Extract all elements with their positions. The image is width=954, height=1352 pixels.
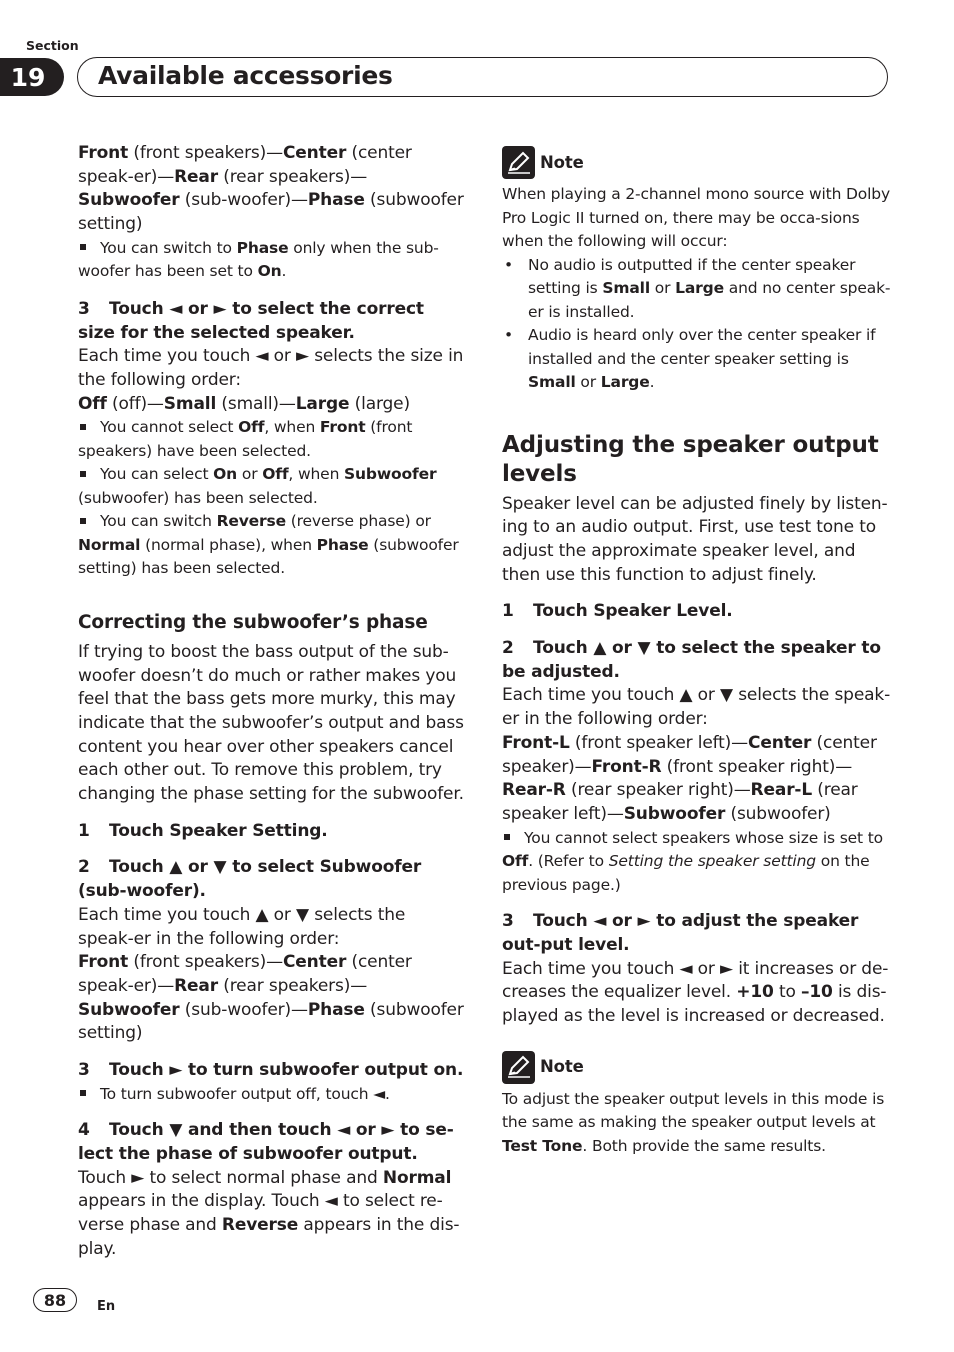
- language-label: En: [97, 1299, 116, 1314]
- list-item: • No audio is outputted if the center speaker setting is Small or Large and no center speak-er is installed.: [502, 254, 892, 325]
- step-body: Each time you touch ▲ or ▼ selects the speak-er in the following order:: [78, 904, 406, 949]
- list-item: • Audio is heard only over the center speaker if installed and the center speaker setting is Small or Large.: [502, 324, 892, 395]
- square-bullet-icon: [80, 518, 86, 524]
- right-column: [502, 146, 892, 1158]
- bullet-note: You cannot select speakers whose size is set to Off. (Refer to Setting the speaker setting on the previous page.): [502, 828, 884, 894]
- note-header: [502, 1051, 892, 1084]
- step-heading: 1 Touch Speaker Setting.: [78, 820, 328, 841]
- step-heading: 3 Touch ◄ or ► to adjust the speaker out-put level.: [502, 911, 859, 955]
- bullet-note: To turn subwoofer output off, touch ◄.: [78, 1083, 464, 1107]
- page-number: 88: [33, 1288, 77, 1312]
- note-list: [502, 254, 892, 395]
- step-heading: 2 Touch ▲ or ▼ to select Subwoofer (sub-woofer).: [78, 857, 422, 902]
- square-bullet-icon: [504, 834, 510, 840]
- title-box: [77, 57, 888, 97]
- page-title: Available accessories: [98, 61, 393, 90]
- step-body: Each time you touch ▲ or ▼ selects the speak-er in the following order:: [502, 685, 891, 730]
- sub-heading: Correcting the subwoofer’s phase: [78, 611, 428, 633]
- note-header: [502, 146, 892, 179]
- step-body: Touch ► to select normal phase and Normal appears in the display. Touch ◄ to select re-verse phase and Reverse appears in the dis-play.: [78, 1167, 460, 1259]
- note-text: To adjust the speaker output levels in this mode is the same as making the speaker output levels at Test Tone. Both provide the same results.: [502, 1089, 885, 1155]
- note-label: Note: [540, 1057, 584, 1077]
- note-intro: When playing a 2-channel mono source with Dolby Pro Logic II turned on, there may be occa-sions when the following will occur:: [502, 185, 891, 250]
- step-heading: 3 Touch ► to turn subwoofer output on.: [78, 1060, 464, 1081]
- bullet-note: You can switch to Phase only when the sub-woofer has been set to On.: [78, 238, 439, 281]
- bullet-note: You can switch Reverse (reverse phase) or Normal (normal phase), when Phase (subwoofer setting) has been selected.: [78, 512, 459, 578]
- step-heading: 3 Touch ◄ or ► to select the correct size for the selected speaker.: [78, 298, 424, 343]
- square-bullet-icon: [80, 471, 86, 477]
- bullet-note: You cannot select Off, when Front (front speakers) have been selected.: [78, 418, 413, 460]
- section-label: Section: [26, 38, 79, 53]
- pencil-note-icon: [502, 1051, 535, 1084]
- bullet-note: You can select On or Off, when Subwoofer (subwoofer) has been selected.: [78, 465, 437, 507]
- size-order-text: Off (off)—Small (small)—Large (large): [78, 393, 410, 414]
- note-label: Note: [540, 152, 584, 172]
- square-bullet-icon: [80, 424, 86, 430]
- pencil-note-icon: [502, 146, 535, 179]
- step-body: Each time you touch ◄ or ► selects the size in the following order:: [78, 346, 464, 390]
- left-column: [78, 142, 464, 1262]
- step-heading: 4 Touch ▼ and then touch ◄ or ► to se-lect the phase of subwoofer output.: [78, 1120, 454, 1164]
- square-bullet-icon: [80, 244, 86, 250]
- intro-paragraph: If trying to boost the bass output of the sub-woofer doesn’t do much or rather makes you feel that the bass gets more murky, this may indicate that the subwoofer’s output and bass content you hear over other speakers cancel each other out. To remove this problem, try changing the phase setting for the subwoofer.: [78, 641, 464, 805]
- speaker-order-text: Front-L (front speaker left)—Center (center speaker)—Front-R (front speaker right)—Rear-R (rear speaker right)—Rear-L (rear speaker left)—Subwoofer (subwoofer): [502, 732, 877, 824]
- square-bullet-icon: [80, 1090, 86, 1096]
- section-number-badge: 19: [0, 58, 64, 96]
- section-heading: Adjusting the speaker output levels: [502, 431, 879, 487]
- step-heading: 2 Touch ▲ or ▼ to select the speaker to be adjusted.: [502, 638, 881, 682]
- speaker-order-text: Front (front speakers)—Center (center speak-er)—Rear (rear speakers)—Subwoofer (sub-woofer)—Phase (subwoofer setting): [78, 143, 464, 235]
- step-body: Each time you touch ◄ or ► it increases or de-creases the equalizer level. +10 to –10 is dis-played as the level is increased or decreased.: [502, 958, 889, 1026]
- intro-paragraph: Speaker level can be adjusted finely by listen-ing to an audio output. First, use test tone to adjust the approximate speaker level, and then use this function to adjust finely.: [502, 493, 888, 585]
- speaker-order-text: Front (front speakers)—Center (center speak-er)—Rear (rear speakers)—Subwoofer (sub-woofer)—Phase (subwoofer setting): [78, 952, 464, 1044]
- step-heading: 1 Touch Speaker Level.: [502, 601, 733, 622]
